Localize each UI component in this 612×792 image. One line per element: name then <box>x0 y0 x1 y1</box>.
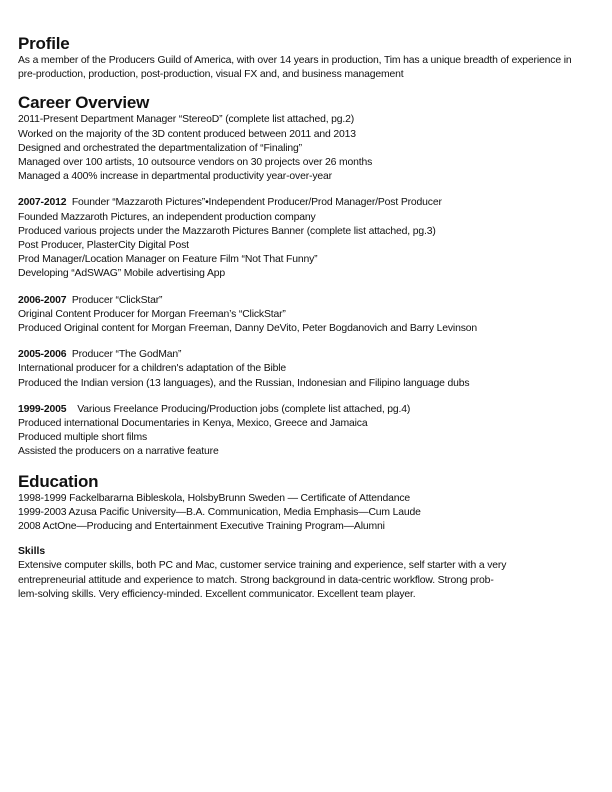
career-overview-heading: Career Overview <box>18 93 150 113</box>
job-detail-line: Produced international Documentaries in Kenya, Mexico, Greece and Jamaica <box>18 418 368 430</box>
job-detail-line: Founded Mazzaroth Pictures, an independent production company <box>18 211 316 223</box>
education-line: 1999-2003 Azusa Pacific University—B.A. Communication, Media Emphasis—Cum Laude <box>18 506 421 518</box>
job-detail-line: Developing “AdSWAG” Mobile advertising App <box>18 268 226 280</box>
job-detail-line: Produced Original content for Morgan Freeman, Danny DeVito, Peter Bogdanovich and Barry Levinson <box>18 323 478 335</box>
career-intro-line: Managed a 400% increase in departmental productivity year-over-year <box>18 171 332 183</box>
education-section <box>18 472 594 535</box>
job-role: Founder “Mazzaroth Pictures”•Independent Producer/Prod Manager/Post Producer <box>71 197 442 209</box>
profile-heading: Profile <box>18 34 70 53</box>
job-detail-line: Produced the Indian version (13 languages), and the Russian, Indonesian and Filipino language dubs <box>18 377 470 389</box>
job-detail-line: International producer for a children's adaptation of the Bible <box>18 363 287 375</box>
job-years: 2006-2007 <box>18 294 67 306</box>
job-entry-clickstar <box>18 294 594 337</box>
skills-heading: Skills <box>18 546 46 558</box>
skills-section <box>18 545 594 602</box>
job-role: Producer “ClickStar” <box>71 294 163 306</box>
job-detail-line: Original Content Producer for Morgan Freeman’s “ClickStar” <box>18 308 286 320</box>
education-line: 2008 ActOne—Producing and Entertainment Executive Training Program—Alumni <box>18 521 385 533</box>
resume-page <box>18 34 594 602</box>
career-overview-section <box>18 93 594 459</box>
career-intro-line: 2011-Present Department Manager “StereoD” (complete list attached, pg.2) <box>18 114 355 126</box>
job-years: 2007-2012 <box>18 197 67 209</box>
education-line: 1998-1999 Fackelbararna Bibleskola, HolsbyBrunn Sweden — Certificate of Attendance <box>18 492 411 504</box>
job-header <box>18 403 594 417</box>
job-header <box>18 348 594 362</box>
job-entry-godman <box>18 348 594 391</box>
job-years: 1999-2005 <box>18 403 67 415</box>
career-intro-line: Managed over 100 artists, 10 outsource vendors on 30 projects over 26 months <box>18 157 373 169</box>
job-header <box>18 294 594 308</box>
profile-section <box>18 34 594 82</box>
job-detail-line: Post Producer, PlasterCity Digital Post <box>18 240 189 252</box>
career-intro-line: Designed and orchestrated the departmentalization of “Finaling” <box>18 142 302 154</box>
skills-line: entrepreneurial attitude and experience to match. Strong background in data-centric workflow. Strong prob- <box>18 574 494 586</box>
job-role: Various Freelance Producing/Production jobs (complete list attached, pg.4) <box>77 403 411 415</box>
education-heading: Education <box>18 471 99 491</box>
job-detail-line: Produced multiple short films <box>18 432 148 444</box>
skills-line: Extensive computer skills, both PC and Mac, customer service training and experience, self starter with a very <box>18 560 507 572</box>
career-intro-line: Worked on the majority of the 3D content produced between 2011 and 2013 <box>18 128 356 140</box>
skills-line: lem-solving skills. Very efficiency-minded. Excellent communicator. Excellent team player. <box>18 588 416 600</box>
job-entry-mazzaroth <box>18 196 594 281</box>
job-detail-line: Prod Manager/Location Manager on Feature Film “Not That Funny” <box>18 254 318 266</box>
job-detail-line: Produced various projects under the Mazzaroth Pictures Banner (complete list attached, pg.3) <box>18 225 436 237</box>
job-header <box>18 196 594 210</box>
job-years: 2005-2006 <box>18 349 67 361</box>
job-detail-line: Assisted the producers on a narrative feature <box>18 446 219 458</box>
profile-text: As a member of the Producers Guild of America, with over 14 years in production, Tim has a unique breadth of experience in pre-production, production, post-production, visual FX and, and business management <box>18 55 572 81</box>
job-role: Producer “The GodMan” <box>71 349 182 361</box>
job-entry-freelance <box>18 403 594 460</box>
career-intro <box>18 113 594 184</box>
